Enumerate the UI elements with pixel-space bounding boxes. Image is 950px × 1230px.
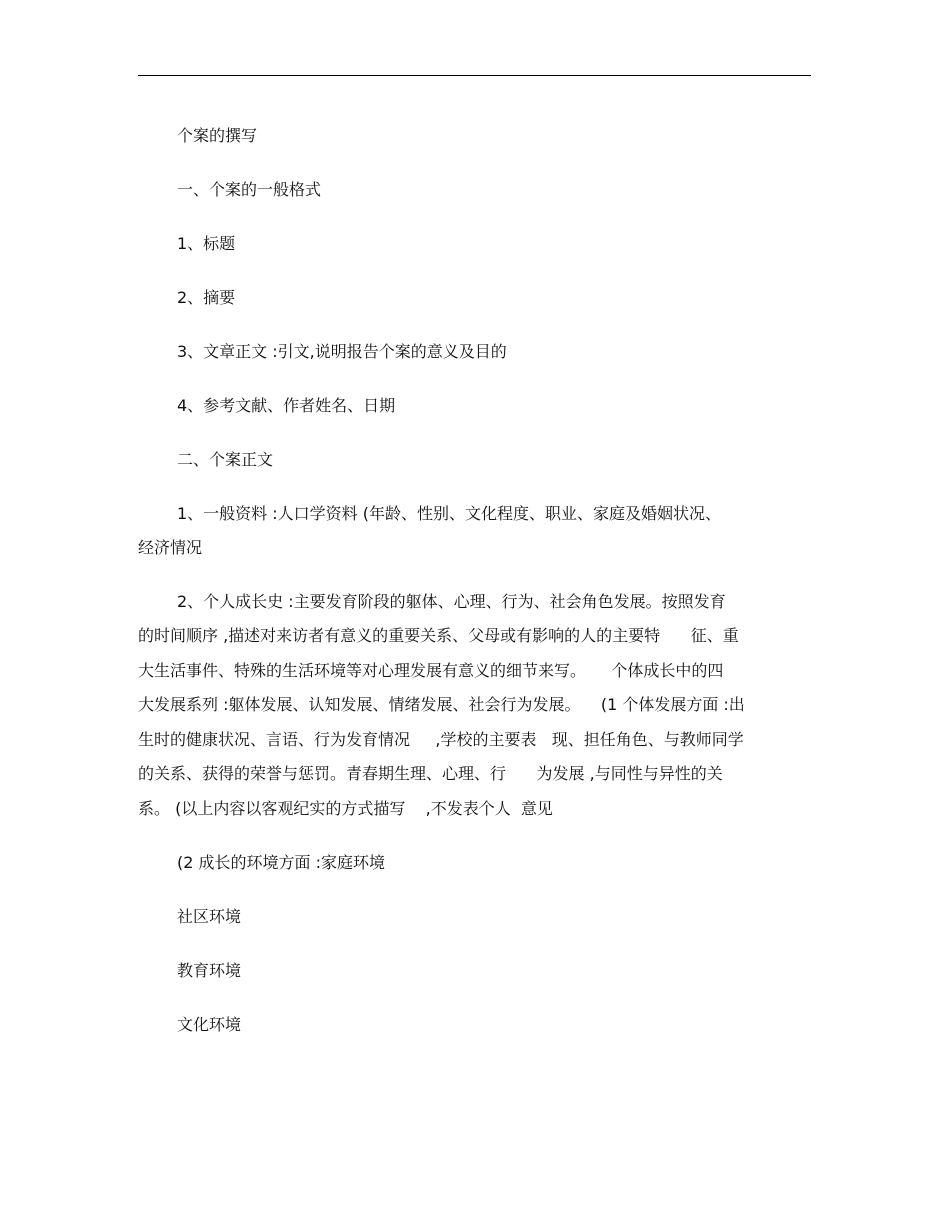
paragraph-growth-history-line: 大生活事件、特殊的生活环境等对心理发展有意义的细节来写。 个体成长中的四 [138,661,724,680]
list-item-education: 教育环境 [177,961,242,980]
list-item-body: 3、文章正文 :引文,说明报告个案的意义及目的 [177,342,507,361]
list-item-title: 1、标题 [177,234,236,253]
document-title: 个案的撰写 [177,126,258,145]
paragraph-general-info-line: 经济情况 [138,538,203,557]
section-heading-2: 二、个案正文 [177,450,274,469]
section-heading-1: 一、个案的一般格式 [177,180,322,199]
header-rule [138,75,811,76]
paragraph-growth-history-line: 大发展系列 :躯体发展、认知发展、情绪发展、社会行为发展。 (1 个体发展方面 :出 [138,695,745,714]
list-item-culture: 文化环境 [177,1015,242,1034]
paragraph-growth-history-line: 2、个人成长史 :主要发育阶段的躯体、心理、行为、社会角色发展。按照发育 [177,592,726,611]
list-item-abstract: 2、摘要 [177,288,236,307]
paragraph-environment: (2 成长的环境方面 :家庭环境 [177,853,385,872]
paragraph-growth-history-line: 的关系、获得的荣誉与惩罚。青春期生理、心理、行 为发展 ,与同性与异性的关 [138,764,723,783]
list-item-references: 4、参考文献、作者姓名、日期 [177,396,396,415]
paragraph-growth-history-line: 的时间顺序 ,描述对来访者有意义的重要关系、父母或有影响的人的主要特 征、重 [138,626,739,645]
paragraph-growth-history-line: 系。 (以上内容以客观纪实的方式描写 ,不发表个人 意见 [138,799,553,818]
paragraph-growth-history-line: 生时的健康状况、言语、行为发育情况 ,学校的主要表 现、担任角色、与教师同学 [138,730,744,749]
paragraph-general-info-line: 1、一般资料 :人口学资料 (年龄、性别、文化程度、职业、家庭及婚姻状况、 [177,504,721,523]
list-item-community: 社区环境 [177,907,242,926]
